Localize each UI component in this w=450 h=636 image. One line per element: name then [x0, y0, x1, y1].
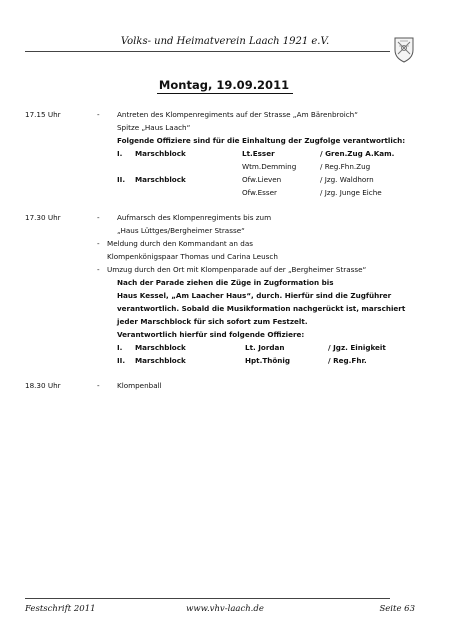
dash: -	[97, 239, 100, 248]
s2-sub2-line-1: Umzug durch den Ort mit Klompenparade auf der „Bergheimer Strasse“	[107, 265, 367, 274]
s2-para-line-4: jeder Marschblock für sich sofort zum Festzelt.	[117, 317, 308, 326]
s1-row-1-num: I.	[117, 149, 123, 158]
s2-para-line-5: Verantwortlich hierfür sind folgende Offiziere:	[117, 330, 305, 339]
time-1830: 18.30 Uhr	[25, 381, 61, 390]
dash: -	[97, 213, 100, 222]
s1-row-3-block: Marschblock	[135, 175, 186, 184]
s1-row-4-officer: Ofw.Esser	[242, 188, 277, 197]
time-1730: 17.30 Uhr	[25, 213, 61, 222]
s2-sub1-line-2: Klompenkönigspaar Thomas und Carina Leusch	[107, 252, 278, 261]
page-title: Montag, 19.09.2011	[0, 78, 450, 92]
s2-row-2-num: II.	[117, 356, 126, 365]
s2-row-2-block: Marschblock	[135, 356, 186, 365]
s2-row-1-num: I.	[117, 343, 123, 352]
page-number: Seite 63	[379, 604, 415, 614]
footer-url: www.vhv-laach.de	[186, 604, 264, 614]
footer-rule	[25, 598, 390, 599]
s1-row-1-officer: Lt.Esser	[242, 149, 275, 158]
s2-sub1-line-1: Meldung durch den Kommandant an das	[107, 239, 253, 248]
s2-line-2: „Haus Lüttges/Bergheimer Strasse“	[117, 226, 245, 235]
dash: -	[97, 381, 100, 390]
footer-left: Festschrift 2011	[25, 604, 96, 614]
s2-row-1-unit: / Jgz. Einigkeit	[328, 343, 386, 352]
s2-para-line-3: verantwortlich. Sobald die Musikformation nachgerückt ist, marschiert	[117, 304, 406, 313]
s1-row-2-officer: Wtm.Demming	[242, 162, 297, 171]
s1-row-1-unit: / Gren.Zug A.Kam.	[320, 149, 395, 158]
s1-row-1-block: Marschblock	[135, 149, 186, 158]
header-title: Volks- und Heimatverein Laach 1921 e.V.	[120, 36, 330, 47]
s3-line-1: Klompenball	[117, 381, 162, 390]
s1-line-3: Folgende Offiziere sind für die Einhaltung der Zugfolge verantwortlich:	[117, 136, 406, 145]
dash: -	[97, 265, 100, 274]
s1-row-3-unit: / Jzg. Waldhorn	[320, 175, 374, 184]
s2-para-line-2: Haus Kessel, „Am Laacher Haus“, durch. Hierfür sind die Zugführer	[117, 291, 392, 300]
time-1715: 17.15 Uhr	[25, 110, 61, 119]
s1-row-3-officer: Ofw.Lieven	[242, 175, 282, 184]
coat-of-arms-icon	[393, 36, 415, 63]
s2-row-1-block: Marschblock	[135, 343, 186, 352]
s1-line-2: Spitze „Haus Laach“	[117, 123, 191, 132]
s1-line-1: Antreten des Klompenregiments auf der Strasse „Am Bärenbroich“	[117, 110, 358, 119]
s1-row-3-num: II.	[117, 175, 126, 184]
s2-para-line-1: Nach der Parade ziehen die Züge in Zugformation bis	[117, 278, 334, 287]
s2-row-2-unit: / Reg.Fhr.	[328, 356, 367, 365]
s1-row-4-unit: / Jzg. Junge Eiche	[320, 188, 382, 197]
dash: -	[97, 110, 100, 119]
s1-row-2-unit: / Reg.Fhn.Zug	[320, 162, 371, 171]
header-rule	[25, 51, 390, 52]
s2-line-1: Aufmarsch des Klompenregiments bis zum	[117, 213, 272, 222]
s2-row-2-officer: Hpt.Thönig	[245, 356, 291, 365]
s2-row-1-officer: Lt. Jordan	[245, 343, 285, 352]
